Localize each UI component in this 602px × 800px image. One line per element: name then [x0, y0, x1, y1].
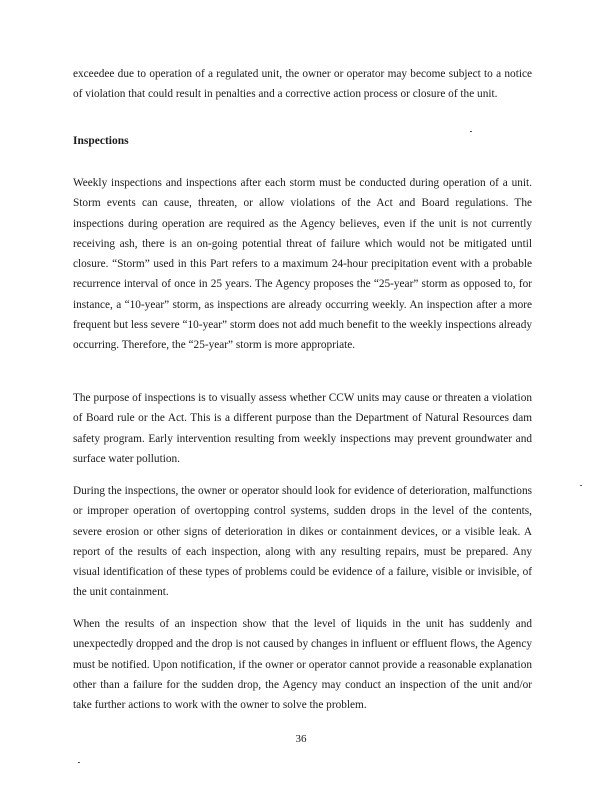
page-number: 36 — [295, 733, 307, 745]
paragraph-inspection-purpose: The purpose of inspections is to visually assess whether CCW units may cause or threaten a violation of Board rule or the Act. This is a different purpose than the Department of Natural Resources dam safety program. Early intervention resulting from weekly inspections may prevent groundwater and surface water pollution. — [73, 392, 532, 465]
scan-speck — [78, 762, 80, 763]
paragraph-inspection-results: When the results of an inspection show that the level of liquids in the unit has suddenly and unexpectedly dropped and the drop is not caused by changes in influent or effluent flows, the Agency must be notified. Upon notification, if the owner or operator cannot provide a reasonable explanation other than a failure for the sudden drop, the Agency may conduct an inspection of the unit and/or take further actions to work with the owner to solve the problem. — [73, 618, 532, 712]
paragraph-weekly-inspections: Weekly inspections and inspections after each storm must be conducted during operation of a unit. Storm events can cause, threaten, or allow violations of the Act and Board regulations. The inspections during operation are required as the Agency believes, even if the unit is not currently receiving ash, there is an on-going potential threat of failure which would not be mitigated until closure. “Storm” used in this Part refers to a maximum 24-hour precipitation event with a probable recurrence interval of once in 25 years. The Agency proposes the “25-year” storm as opposed to, for instance, a “10-year” storm, as inspections are already occurring weekly. An inspection after a more frequent but less severe “10-year” storm does not add much benefit to the weekly inspections already occurring. Therefore, the “25-year” storm is more appropriate. — [73, 177, 532, 352]
paragraph-during-inspections: During the inspections, the owner or operator should look for evidence of deterioration, malfunctions or improper operation of overtopping control systems, sudden drops in the level of the contents, severe erosion or other signs of deterioration in dikes or containment devices, or a visible leak. A report of the results of each inspection, along with any resulting repairs, must be prepared. Any visual identification of these types of problems could be evidence of a failure, visible or invisible, of the unit containment. — [73, 485, 532, 599]
section-heading-inspections: Inspections — [73, 135, 129, 147]
scan-speck — [470, 131, 472, 132]
scan-speck — [580, 485, 582, 486]
paragraph-intro: exceedee due to operation of a regulated unit, the owner or operator may become subject to a notice of violation that could result in penalties and a corrective action process or closure of the unit. — [73, 68, 532, 101]
